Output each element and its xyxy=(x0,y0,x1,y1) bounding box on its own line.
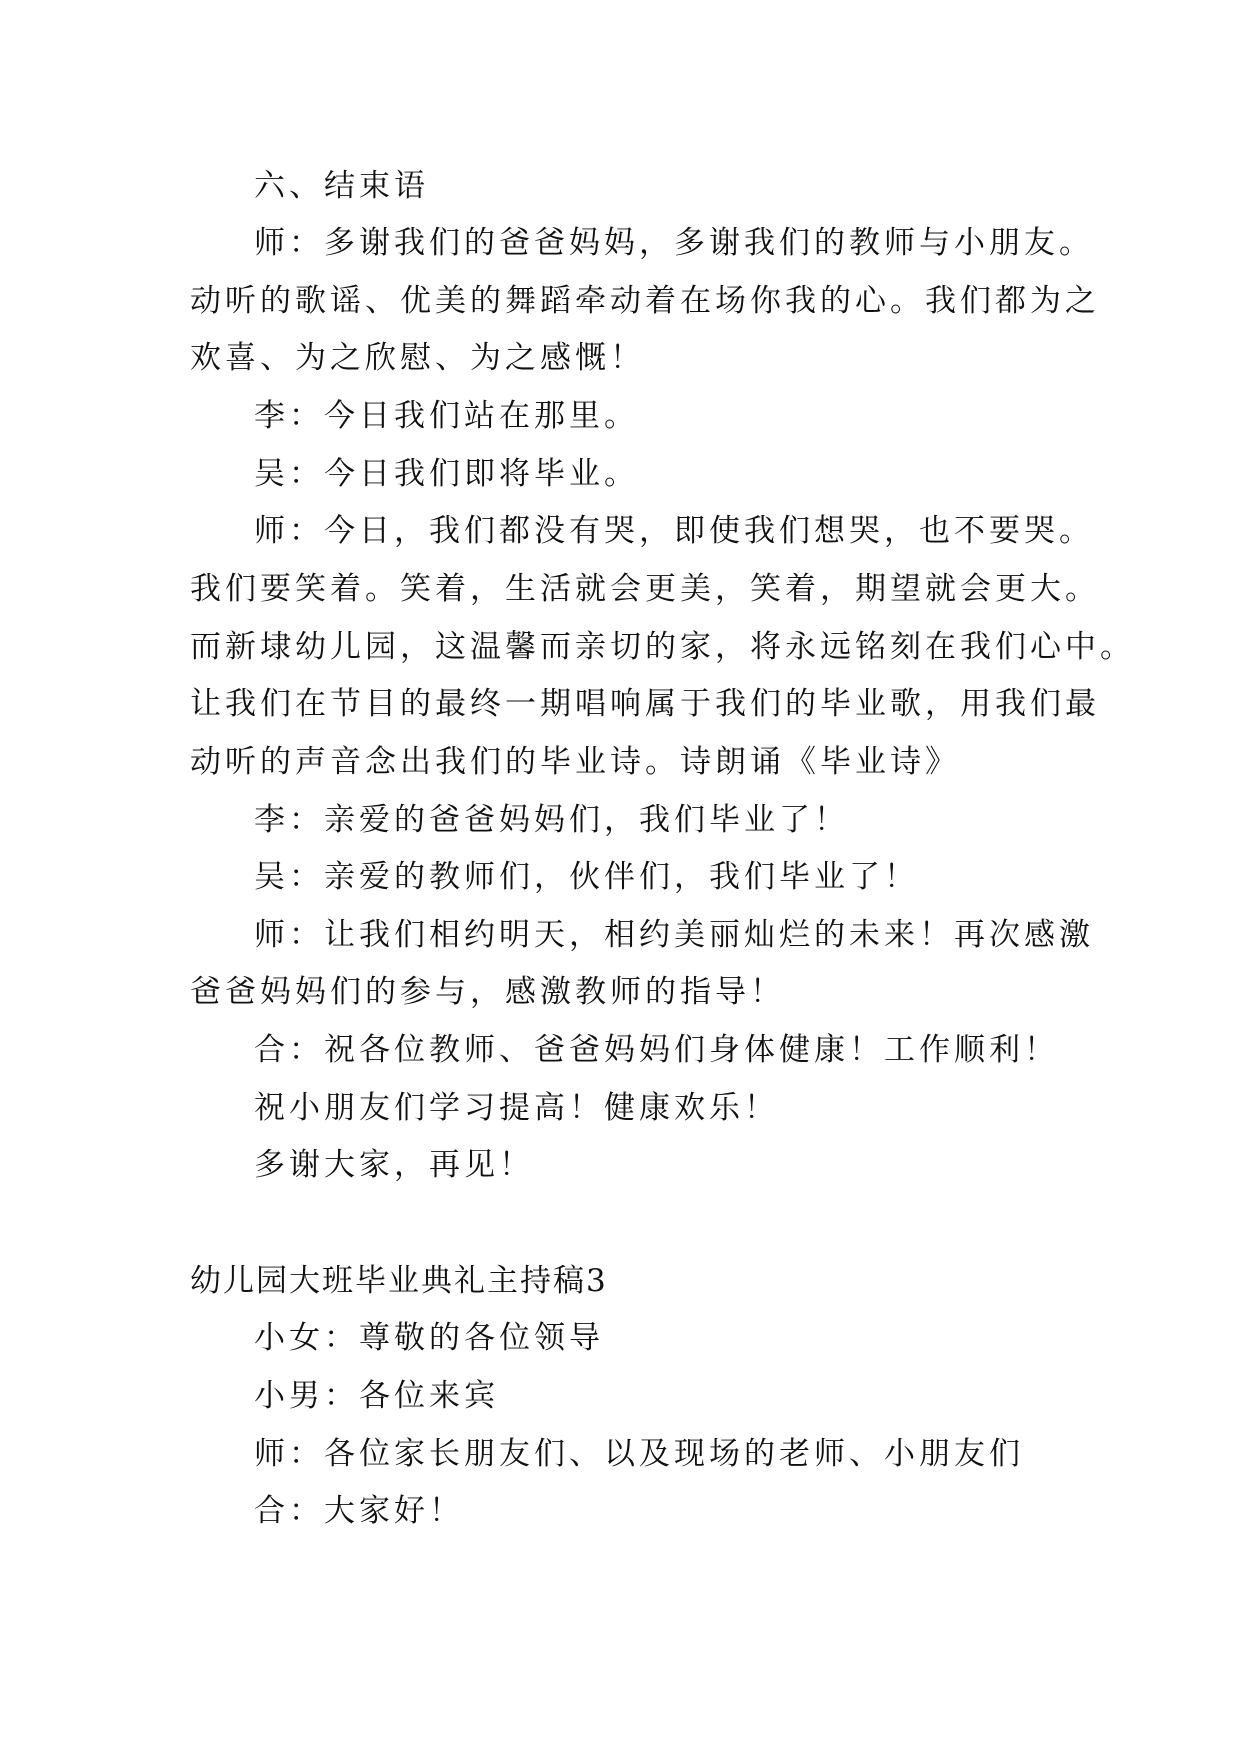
paragraph-line: 动听的歌谣、优美的舞蹈牵动着在场你我的心。我们都为之 xyxy=(190,283,1100,319)
paragraph-line: 祝小朋友们学习提高！健康欢乐！ xyxy=(254,1090,779,1126)
paragraph-line: 爸爸妈妈们的参与，感激教师的指导！ xyxy=(190,974,785,1010)
paragraph-line: 动听的声音念出我们的毕业诗。诗朗诵《毕业诗》 xyxy=(190,744,960,780)
paragraph-line: 欢喜、为之欣慰、为之感慨！ xyxy=(190,340,645,376)
paragraph-line: 多谢大家，再见！ xyxy=(254,1147,534,1183)
paragraph-line: 师：多谢我们的爸爸妈妈，多谢我们的教师与小朋友。 xyxy=(254,225,1094,261)
paragraph-line: 而新埭幼儿园，这温馨而亲切的家，将永远铭刻在我们心中。 xyxy=(190,629,1135,665)
paragraph-line: 李：亲爱的爸爸妈妈们，我们毕业了！ xyxy=(254,802,849,838)
paragraph-line: 吴：今日我们即将毕业。 xyxy=(254,456,639,492)
paragraph-line: 师：让我们相约明天，相约美丽灿烂的未来！再次感激 xyxy=(254,917,1094,953)
paragraph-line: 小男：各位来宾 xyxy=(254,1378,499,1414)
paragraph-line: 吴：亲爱的教师们，伙伴们，我们毕业了！ xyxy=(254,859,919,895)
paragraph-line: 师：各位家长朋友们、以及现场的老师、小朋友们 xyxy=(254,1436,1024,1472)
document-title: 幼儿园大班毕业典礼主持稿3 xyxy=(190,1263,608,1299)
paragraph-line: 小女：尊敬的各位领导 xyxy=(254,1320,604,1356)
section-heading: 六、结束语 xyxy=(254,168,429,204)
paragraph-line: 合：祝各位教师、爸爸妈妈们身体健康！工作顺利！ xyxy=(254,1032,1059,1068)
paragraph-line: 合：大家好！ xyxy=(254,1493,464,1529)
paragraph-line: 师：今日，我们都没有哭，即使我们想哭，也不要哭。 xyxy=(254,513,1094,549)
paragraph-line: 让我们在节目的最终一期唱响属于我们的毕业歌，用我们最 xyxy=(190,686,1100,722)
paragraph-line: 我们要笑着。笑着，生活就会更美，笑着，期望就会更大。 xyxy=(190,571,1100,607)
paragraph-line: 李：今日我们站在那里。 xyxy=(254,398,639,434)
